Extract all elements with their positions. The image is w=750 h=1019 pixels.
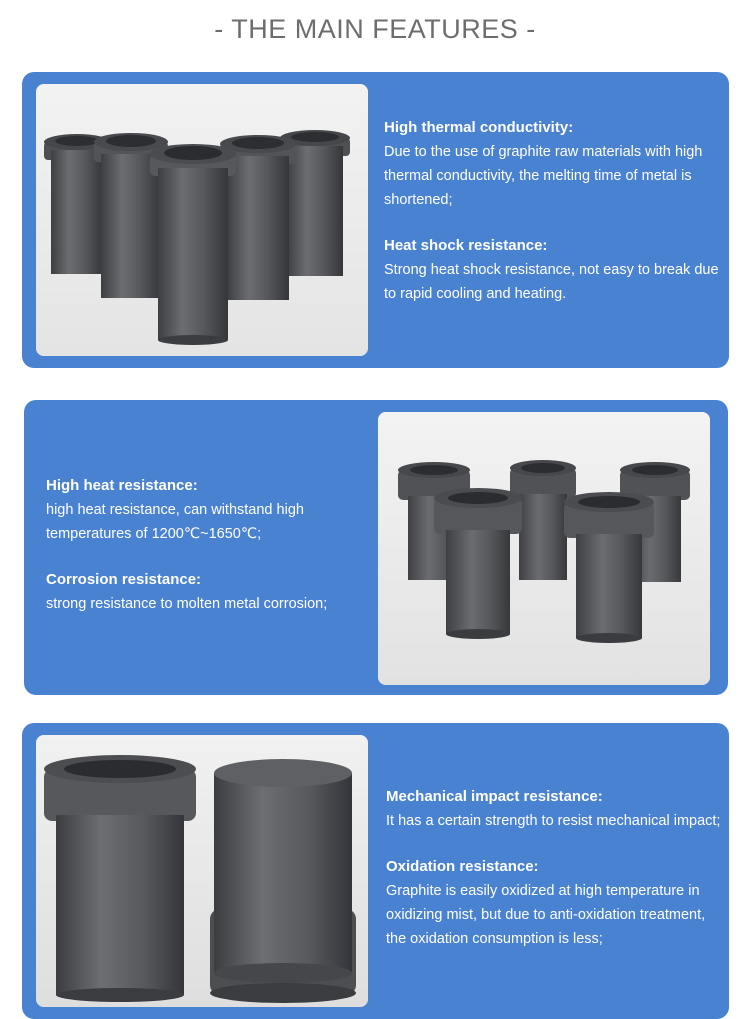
feature-item	[384, 234, 724, 306]
feature-card-1	[22, 72, 729, 368]
crucible-photo-3	[36, 735, 368, 1007]
feature-desc: It has a certain strength to resist mechanical impact;	[386, 813, 721, 829]
feature-title: High heat resistance:	[46, 477, 198, 494]
feature-title: High thermal conductivity:	[384, 119, 574, 136]
feature-text-3	[386, 785, 726, 973]
feature-text-1	[384, 116, 724, 328]
feature-desc: high heat resistance, can withstand high temperatures of 1200℃~1650℃;	[46, 502, 304, 542]
feature-desc: Graphite is easily oxidized at high temperature in oxidizing mist, but due to anti-oxidation treatment, the oxidation consumption is less;	[386, 883, 706, 947]
crucible-photo-1	[36, 84, 368, 356]
feature-title: Mechanical impact resistance:	[386, 788, 603, 805]
feature-card-2	[24, 400, 728, 695]
page-title: - THE MAIN FEATURES -	[214, 14, 536, 44]
feature-item	[46, 568, 366, 616]
feature-desc: Strong heat shock resistance, not easy to break due to rapid cooling and heating.	[384, 262, 719, 302]
feature-title: Heat shock resistance:	[384, 237, 548, 254]
feature-text-2	[46, 474, 366, 638]
feature-item	[386, 785, 726, 833]
feature-title: Oxidation resistance:	[386, 858, 539, 875]
feature-desc: Due to the use of graphite raw materials with high thermal conductivity, the melting time of metal is shortened;	[384, 144, 703, 208]
feature-item	[386, 855, 726, 951]
feature-desc: strong resistance to molten metal corrosion;	[46, 596, 328, 612]
feature-item	[384, 116, 724, 212]
feature-title: Corrosion resistance:	[46, 571, 202, 588]
crucible-photo-2	[378, 412, 710, 685]
feature-card-3	[22, 723, 729, 1019]
feature-item	[46, 474, 366, 546]
